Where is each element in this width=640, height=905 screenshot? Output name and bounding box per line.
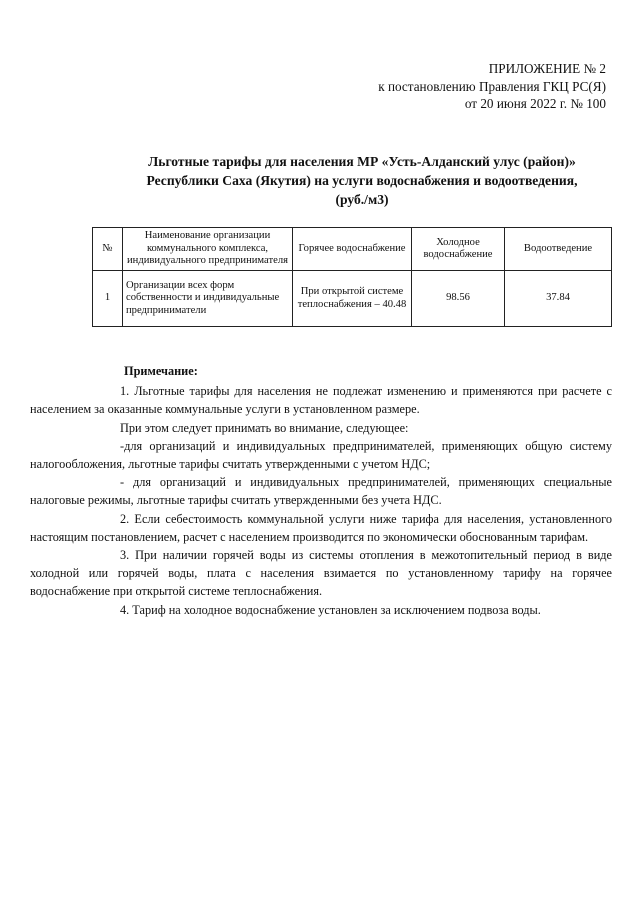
note-paragraph-6: 3. При наличии горячей воды из системы отопления в межотопительный период в виде холодной или горячей воды, плата с населения взимается по установленному тарифу на горячее водоснабжение при открытой системе теплоснабжения. [30, 548, 612, 599]
header-number: № [93, 228, 123, 271]
table-header-row [93, 228, 612, 271]
title-line-3: (руб./м3) [335, 192, 389, 207]
document-title [92, 152, 632, 209]
note-paragraph-5: 2. Если себестоимость коммунальной услуги ниже тарифа для населения, установленного настоящим постановлением, расчет с населением производится по экономически обоснованным тарифам. [30, 511, 612, 544]
cell-drainage: 37.84 [505, 271, 612, 327]
note-paragraph-2: При этом следует принимать во внимание, следующее: [120, 420, 409, 435]
title-line-1: Льготные тарифы для населения МР «Усть-Алданский улус (район)» [148, 154, 576, 169]
cell-cold-water: 98.56 [412, 271, 505, 327]
appendix-date: от 20 июня 2022 г. № 100 [464, 96, 606, 111]
header-drainage: Водоотведение [505, 228, 612, 271]
note-paragraph-1: 1. Льготные тарифы для населения не подлежат изменению и применяются при расчете с населением за оказанные коммунальные услуги в установленном размере. [30, 384, 612, 417]
appendix-number: ПРИЛОЖЕНИЕ № 2 [488, 61, 606, 76]
notes-section [30, 362, 612, 619]
notes-heading: Примечание: [124, 364, 198, 378]
header-cold-water: Холодное водоснабжение [412, 228, 505, 271]
note-paragraph-4: - для организаций и индивидуальных предпринимателей, применяющих специальные налоговые режимы, льготные тарифы считать утвержденными без учета НДС. [30, 475, 612, 508]
appendix-reference: к постановлению Правления ГКЦ РС(Я) [378, 78, 606, 94]
header-organization: Наименование организации коммунального комплекса, индивидуального предпринимателя [123, 228, 293, 271]
tariffs-table [92, 227, 612, 327]
table-row [93, 271, 612, 327]
cell-number: 1 [93, 271, 123, 327]
header-hot-water: Горячее водоснабжение [293, 228, 412, 271]
cell-hot-water: При открытой системе теплоснабжения – 40.48 [293, 271, 412, 327]
notes-body [30, 382, 612, 619]
note-paragraph-3: -для организаций и индивидуальных предпринимателей, применяющих общую систему налогообложения, льготные тарифы считать утвержденными с учетом НДС; [30, 438, 612, 472]
appendix-header [378, 60, 606, 113]
title-line-2: Республики Саха (Якутия) на услуги водоснабжения и водоотведения, [146, 173, 578, 188]
note-paragraph-7: 4. Тариф на холодное водоснабжение установлен за исключением подвоза воды. [120, 602, 541, 617]
cell-organization: Организации всех форм собственности и индивидуальные предприниматели [123, 271, 293, 327]
